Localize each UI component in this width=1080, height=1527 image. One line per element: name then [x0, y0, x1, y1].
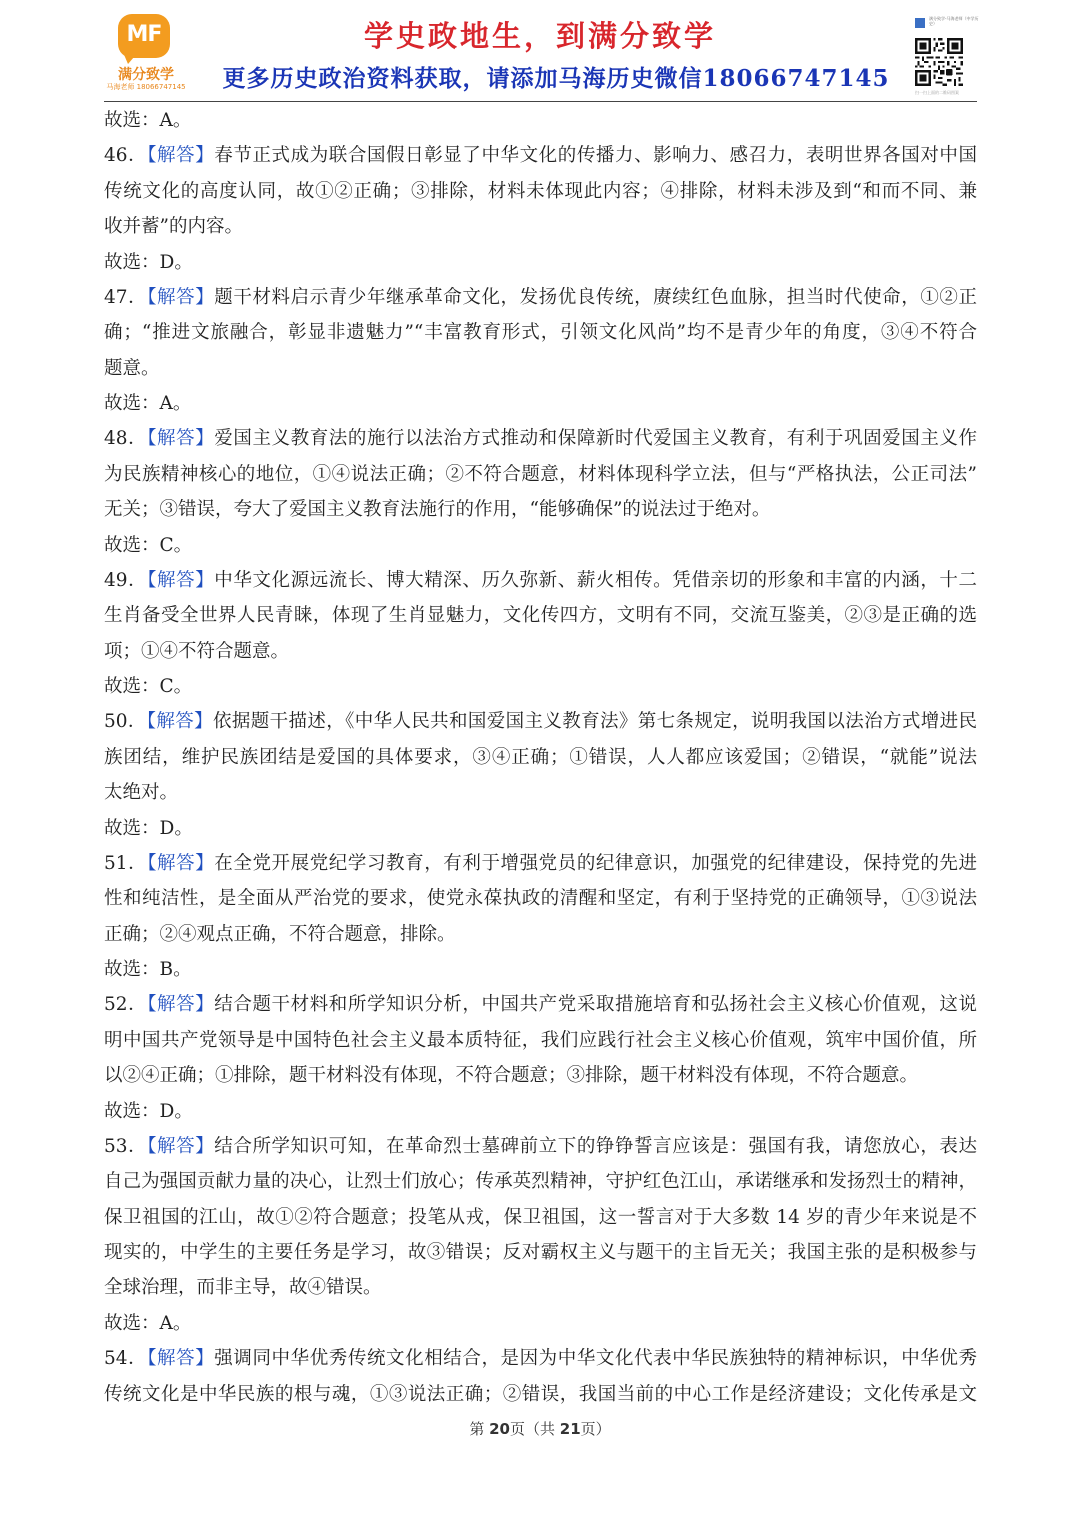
text-line: [104, 1200, 977, 1235]
question-answer-line: [104, 421, 977, 456]
line-text: 故选：A。: [104, 393, 192, 414]
qr-code-icon: [915, 38, 963, 86]
question-number: 49．: [104, 569, 148, 591]
question-number: 48．: [104, 428, 148, 450]
line-text: 以②④正确；①排除，题干材料没有体现，不符合题意；③排除，题干材料没有体现，不符合题意。: [104, 1065, 919, 1087]
text-line: [104, 917, 977, 952]
text-line: [104, 1306, 977, 1341]
line-text: 正确；②④观点正确，不符合题意，排除。: [104, 923, 456, 945]
line-text: 依据题干描述，《中华人民共和国爱国主义教育法》第七条规定，说明我国以法治方式增进民: [213, 711, 977, 733]
line-text: 无关；③错误，夸大了爱国主义教育法施行的作用，“能够确保”的说法过于绝对。: [104, 499, 771, 521]
answer-tag: 【解答】: [147, 569, 215, 591]
line-text: 结合所学知识可知，在革命烈士墓碑前立下的铮铮誓言应该是：强国有我，请您放心，表达: [214, 1135, 977, 1157]
text-line: [104, 209, 977, 244]
answer-tag: 【解答】: [147, 145, 215, 167]
text-line: [104, 1164, 977, 1199]
line-text: 生肖备受全世界人民青睐，体现了生肖显魅力，文化传四方，文明有不同，交流互鉴美，②③是正确的选: [104, 605, 977, 627]
question-answer-line: [104, 704, 977, 739]
answer-tag: 【解答】: [147, 286, 215, 308]
footer-suffix: 页）: [580, 1420, 611, 1438]
question-number: 52．: [104, 994, 148, 1016]
text-line: [104, 528, 977, 563]
text-line: [104, 245, 977, 280]
total-page-number: 21: [559, 1420, 581, 1438]
text-line: [104, 669, 977, 704]
line-text: 收并蓄”的内容。: [104, 216, 243, 238]
line-text: 故选：D。: [104, 817, 193, 839]
line-text: 性和纯洁性，是全面从严治党的要求，使党永葆执政的清醒和坚定，有利于坚持党的正确领导，①③说法: [104, 888, 977, 910]
question-number: 54．: [104, 1348, 148, 1370]
text-line: [104, 1023, 977, 1058]
line-text: 为民族精神核心的地位，①④说法正确；②不符合题意，材料体现科学立法，但与“严格执法，公正司法”: [104, 463, 977, 485]
line-text: 故选：D。: [104, 251, 193, 273]
text-line: [104, 174, 977, 209]
text-line: [104, 1270, 977, 1305]
line-text: 结合题干材料和所学知识分析，中国共产党采取措施培育和弘扬社会主义核心价值观，这说: [214, 994, 977, 1016]
line-text: 传统文化的高度认同，故①②正确；③排除，材料未体现此内容；④排除，材料未涉及到“和而不同、兼: [104, 180, 977, 202]
text-line: [104, 457, 977, 492]
answer-tag: 【解答】: [147, 428, 215, 450]
wechat-avatar-icon: [915, 18, 925, 28]
header-divider: [104, 101, 977, 102]
footer-prefix: 第: [469, 1420, 490, 1438]
text-line: [104, 315, 977, 350]
answer-tag: 【解答】: [147, 1135, 215, 1157]
text-line: [104, 1377, 977, 1412]
line-text: 故选：A。: [104, 110, 192, 131]
qr-caption: 满分致学-马海老师（中学历史）: [929, 16, 979, 26]
question-answer-line: [104, 138, 977, 173]
line-text: 故选：C。: [104, 676, 193, 697]
line-text: 强调同中华优秀传统文化相结合，是因为中华文化代表中华民族独特的精神标识，中华优秀: [214, 1348, 977, 1370]
line-text: 传统文化是中华民族的根与魂，①③说法正确；②错误，我国当前的中心工作是经济建设；文化传承是文: [104, 1383, 977, 1405]
qr-footnote: 扫一扫上面的二维码图案: [915, 90, 959, 95]
answer-tag: 【解答】: [147, 994, 215, 1016]
question-answer-line: [104, 1129, 977, 1164]
question-answer-line: [104, 563, 977, 598]
line-text: 族团结，维护民族团结是爱国的具体要求，③④正确；①错误，人人都应该爱国；②错误，“就能”说法: [104, 746, 977, 768]
text-line: [104, 775, 977, 810]
answer-tag: 【解答】: [147, 852, 215, 874]
line-text: 项；①④不符合题意。: [104, 640, 290, 662]
header-slogan: 学史政地生，到满分致学: [363, 19, 716, 53]
text-line: [104, 881, 977, 916]
answer-text-body: [104, 103, 977, 1412]
line-text: 爱国主义教育法的施行以法治方式推动和保障新时代爱国主义教育，有利于巩固爱国主义作: [214, 428, 977, 450]
logo-mark: MF: [126, 22, 162, 47]
line-text: 故选：D。: [104, 1100, 193, 1122]
page-header: [0, 0, 1080, 104]
question-number: 53．: [104, 1135, 148, 1157]
line-text: 题意。: [104, 357, 160, 379]
text-line: [104, 634, 977, 669]
line-text: 明中国共产党领导是中国特色社会主义最本质特征，我们应践行社会主义核心价值观，筑牢中国价值，所: [104, 1029, 977, 1051]
answer-tag: 【解答】: [147, 1348, 215, 1370]
current-page-number: 20: [489, 1420, 510, 1438]
text-line: [104, 1058, 977, 1093]
header-promo: 更多历史政治资料获取，请添加马海历史微信18066747145: [222, 65, 890, 92]
logo-bubble-tail: [122, 50, 140, 64]
question-number: 47．: [104, 286, 148, 308]
line-text: 故选：B。: [104, 959, 192, 980]
line-text: 春节正式成为联合国假日彰显了中华文化的传播力、影响力、感召力，表明世界各国对中国: [214, 145, 977, 167]
line-text: 故选：C。: [104, 534, 193, 556]
text-line: [104, 492, 977, 527]
logo: [112, 14, 176, 64]
text-line: [104, 1094, 977, 1129]
text-line: [104, 811, 977, 846]
qr-block: [915, 16, 979, 98]
footer-middle: 页（共: [509, 1420, 560, 1438]
logo-name: 满分致学: [118, 67, 174, 83]
question-number: 46．: [104, 145, 148, 167]
line-text: 故选：A。: [104, 1312, 192, 1334]
text-line: [104, 1235, 977, 1270]
question-answer-line: [104, 987, 977, 1022]
line-text: 现实的，中学生的主要任务是学习，故③错误；反对霸权主义与题干的主旨无关；我国主张的是积极参与: [104, 1242, 977, 1263]
text-line: [104, 386, 977, 421]
text-line: [104, 740, 977, 775]
answer-tag: 【解答】: [146, 711, 214, 733]
text-line: [104, 351, 977, 386]
line-text: 自己为强国贡献力量的决心，让烈士们放心；传承英烈精神，守护红色江山，承诺继承和发扬烈士的精神，: [104, 1171, 977, 1193]
line-text: 全球治理，而非主导，故④错误。: [104, 1277, 382, 1299]
question-number: 50．: [104, 711, 147, 733]
line-text: 在全党开展党纪学习教育，有利于增强党员的纪律意识，加强党的纪律建设，保持党的先进: [214, 852, 977, 874]
line-text: 题干材料启示青少年继承革命文化，发扬优良传统，赓续红色血脉，担当时代使命，①②正: [214, 286, 977, 308]
text-line: [104, 952, 977, 987]
text-line: [104, 103, 977, 138]
logo-subtitle: 马海老师 18066747145: [106, 83, 186, 91]
question-number: 51．: [104, 852, 148, 874]
line-text: 保卫祖国的江山，故①②符合题意；投笔从戎，保卫祖国，这一誓言对于大多数 14 岁的青少年来说是不: [104, 1206, 977, 1228]
question-answer-line: [104, 846, 977, 881]
question-answer-line: [104, 280, 977, 315]
line-text: 确；“推进文旅融合，彰显非遗魅力”“丰富教育形式，引领文化风尚”均不是青少年的角度，③④不符合: [104, 322, 977, 344]
page-footer: [0, 1418, 1080, 1439]
line-text: 太绝对。: [104, 782, 179, 804]
line-text: 中华文化源远流长、博大精深、历久弥新、薪火相传。凭借亲切的形象和丰富的内涵，十二: [214, 569, 977, 591]
text-line: [104, 598, 977, 633]
question-answer-line: [104, 1341, 977, 1376]
